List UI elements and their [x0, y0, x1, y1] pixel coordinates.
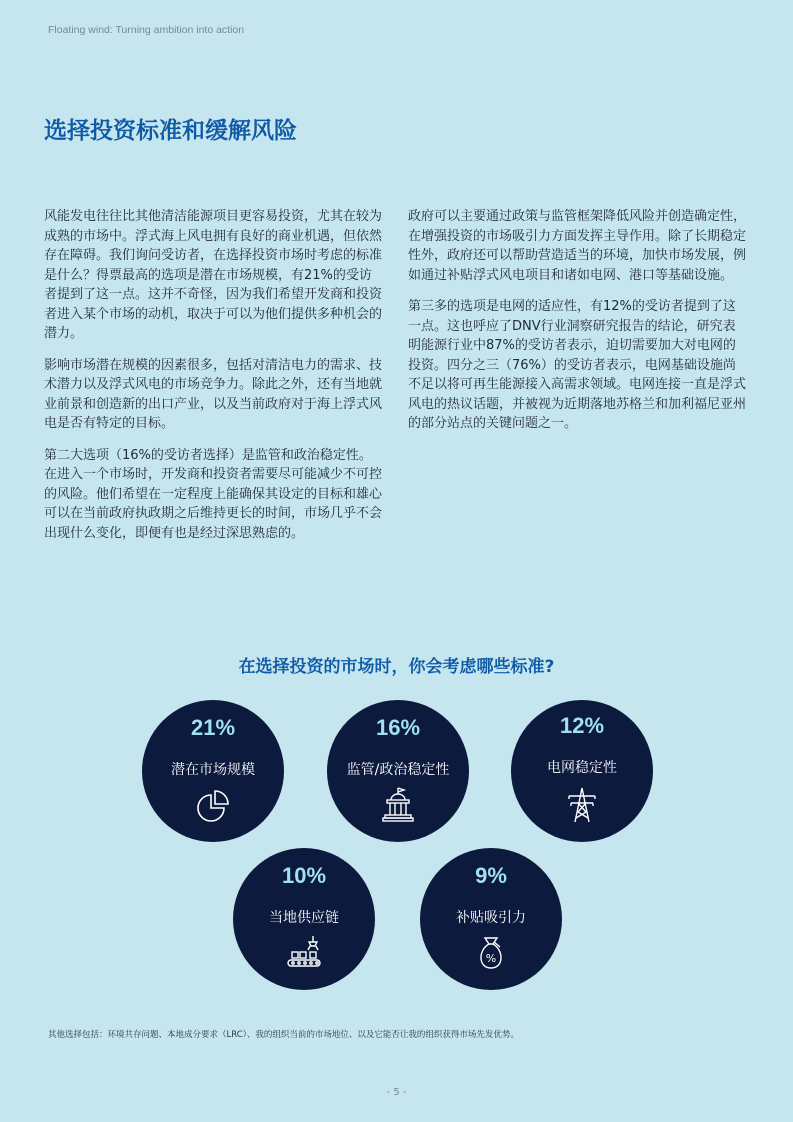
running-header: Floating wind: Turning ambition into action [48, 24, 245, 36]
footnote: 其他选择包括：环境共存问题、本地成分要求（LRC）、我的组织当前的市场地位、以及它能否让我的组织获得市场先发优势。 [48, 1030, 519, 1040]
government-building-icon [379, 786, 417, 824]
criterion-percentage: 16% [375, 715, 421, 740]
criterion-label: 当地供应链 [269, 910, 339, 926]
infographic-question: 在选择投资的市场时，你会考虑哪些标准? [238, 657, 555, 677]
pie-chart-icon [194, 786, 232, 824]
svg-text:%: % [485, 952, 497, 965]
criterion-percentage: 12% [559, 713, 605, 738]
body-column-right [408, 207, 746, 446]
criterion-circle-local-supply-chain [233, 848, 375, 990]
criterion-label: 监管/政治稳定性 [346, 762, 450, 778]
body-column-left [44, 207, 382, 555]
criterion-circle-subsidy-attractiveness [420, 848, 562, 990]
criterion-circle-regulatory-stability [327, 700, 469, 842]
body-paragraph: 风能发电往往比其他清洁能源项目更容易投资，尤其在较为成熟的市场中。浮式海上风电拥有良好的商业机遇，但依然存在障碍。我们询问受访者，在选择投资市场时考虑的标准是什么？得票最高的选项是潜在市场规模，有21%的受访者提到了这一点。这并不奇怪，因为我们希望开发商和投资者进入某个市场的动机，取决于可以为他们提供多种机会的潜力。 [44, 209, 383, 341]
criterion-label: 补贴吸引力 [456, 910, 526, 926]
body-paragraph: 影响市场潜在规模的因素很多，包括对清洁电力的需求、技术潜力以及浮式风电的市场竞争力。除此之外，还有当地就业前景和创造新的出口产业，以及当前政府对于海上浮式风电是否有特定的目标。 [44, 357, 383, 431]
criterion-circle-grid-stability [511, 700, 653, 842]
criterion-label: 潜在市场规模 [171, 762, 255, 778]
conveyor-crane-icon [285, 934, 323, 972]
criterion-percentage: 10% [281, 863, 327, 888]
body-paragraph: 第三多的选项是电网的适应性，有12%的受访者提到了这一点。这也呼应了DNV行业洞察研究报告的结论，研究表明能源行业中87%的受访者表示，迫切需要加大对电网的投资。四分之三（76%）的受访者表示，电网基础设施尚不足以将可再生能源接入高需求领域。电网连接一直是浮式风电的热议话题，并被视为近期落地苏格兰和加利福尼亚州的部分站点的关键问题之一。 [408, 299, 747, 431]
power-pylon-icon [563, 786, 601, 824]
page-number: - 5 - [386, 1087, 407, 1098]
page-title: 选择投资标准和缓解风险 [44, 118, 297, 144]
criterion-percentage: 9% [475, 863, 507, 888]
money-bag-icon [472, 934, 510, 972]
criterion-label: 电网稳定性 [547, 760, 617, 776]
criterion-circle-market-size [142, 700, 284, 842]
body-paragraph: 政府可以主要通过政策与监管框架降低风险并创造确定性，在增强投资的市场吸引力方面发挥主导作用。除了长期稳定性外，政府还可以帮助营造适当的环境，加快市场发展，例如通过补贴浮式风电项目和诸如电网、港口等基础设施。 [408, 209, 747, 283]
criterion-percentage: 21% [190, 715, 236, 740]
body-paragraph: 第二大选项（16%的受访者选择）是监管和政治稳定性。在进入一个市场时，开发商和投资者需要尽可能减少不可控的风险。他们希望在一定程度上能确保其设定的目标和雄心可以在当前政府执政期之后维持更长的时间，市场几乎不会出现什么变化，即便有也是经过深思熟虑的。 [44, 447, 383, 541]
